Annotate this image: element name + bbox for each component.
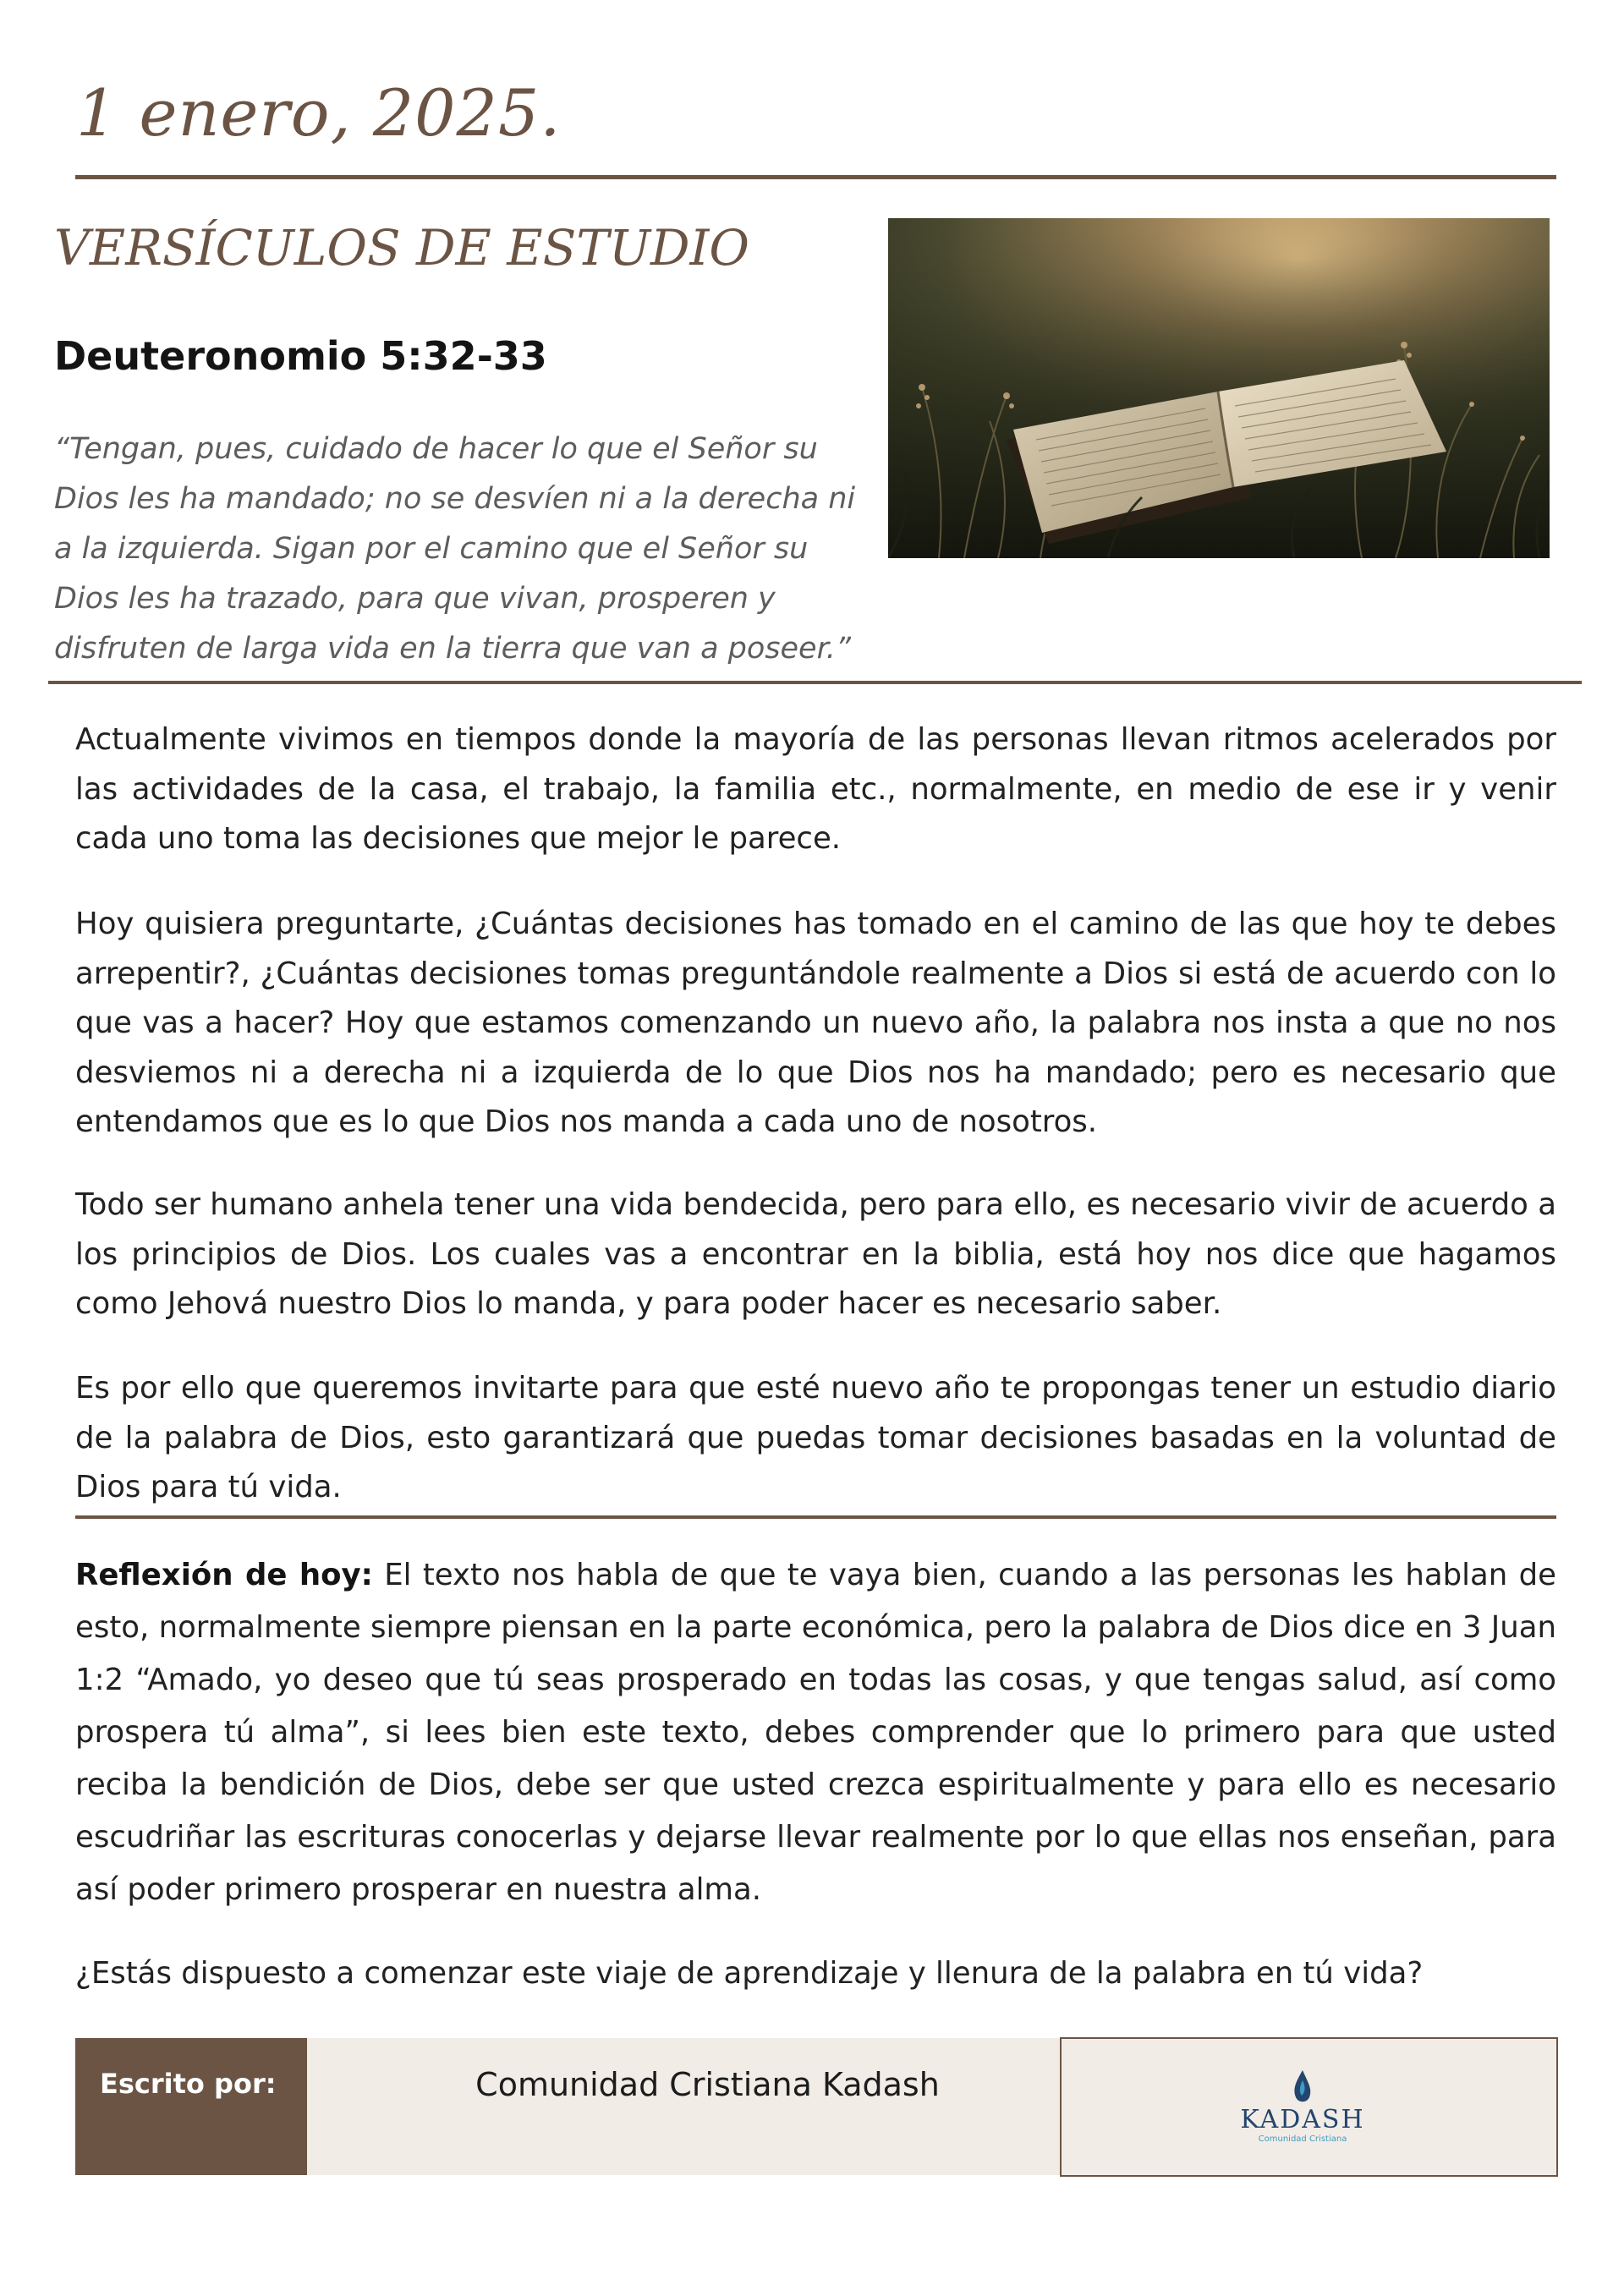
- section-title: VERSÍCULOS DE ESTUDIO: [54, 219, 749, 277]
- article-paragraph-3: Todo ser humano anhela tener una vida bendecida, pero para ello, es necesario vivir de acuerdo a los principios de Dios. Los cuales vas a encontrar en la biblia, está hoy nos dice que hagamos como Jehová nuestro Dios lo manda, y para poder hacer es necesario saber.: [75, 1187, 1556, 1321]
- verse-quote: “Tengan, pues, cuidado de hacer lo que el Señor su Dios les ha mandado; no se desvíen ni a la derecha ni a la izquierda. Sigan por el camino que el Señor su Dios les ha trazado, para que vivan, prosperen y disfruten de larga vida en la tierra que van a poseer.”: [54, 432, 856, 666]
- section-divider: [48, 681, 1582, 684]
- reflection-paragraph: [75, 1549, 1556, 1916]
- written-by-box: [75, 2038, 307, 2175]
- verse-reference: Deuteronomio 5:32-33: [54, 333, 547, 379]
- author-name: Comunidad Cristiana Kadash: [475, 2066, 940, 2103]
- bible-photo-illustration: [888, 218, 1550, 558]
- reflection-label: Reflexión de hoy:: [75, 1558, 373, 1592]
- reflection-divider: [75, 1515, 1556, 1519]
- page-date: 1 enero, 2025.: [76, 75, 562, 151]
- svg-text:Comunidad Cristiana: Comunidad Cristiana: [1258, 2134, 1347, 2144]
- written-by-label: Escrito por:: [100, 2068, 277, 2100]
- header-divider: [75, 175, 1556, 179]
- open-bible-in-grass-photo: [888, 218, 1550, 558]
- svg-text:KADASH: KADASH: [1240, 2105, 1365, 2134]
- reflection-text: El texto nos habla de que te vaya bien, cuando a las personas les hablan de esto, normalmente siempre piensan en la parte económica, pero la palabra de Dios dice en 3 Juan 1:2 “Amado, yo deseo que tú seas prosperado en todas las cosas, y que tengas salud, así como prospera tú alma”, si lees bien este texto, debes comprender que lo primero para que usted reciba la bendición de Dios, debe ser que usted crezca espiritualmente y para ello es necesario escudriñar las escrituras conocerlas y dejarse llevar realmente por lo que ellas nos enseñan, para así poder primero prosperar en nuestra alma.: [75, 1558, 1556, 1907]
- flame-drop-icon: [1294, 2070, 1310, 2101]
- author-box: [307, 2038, 1061, 2175]
- kadash-logo: [1218, 2063, 1387, 2156]
- article-paragraph-2: Hoy quisiera preguntarte, ¿Cuántas decisiones has tomado en el camino de las que hoy te debes arrepentir?, ¿Cuántas decisiones tomas preguntándole realmente a Dios si está de acuerdo con lo que vas a hacer? Hoy que estamos comenzando un nuevo año, la palabra nos insta a que no nos desviemos ni a derecha ni a izquierda de lo que Dios nos ha mandado; pero es necesario que entendamos que es lo que Dios nos manda a cada uno de nosotros.: [75, 907, 1556, 1139]
- article-paragraph-4: Es por ello que queremos invitarte para que esté nuevo año te propongas tener un estudio diario de la palabra de Dios, esto garantizará que puedas tomar decisiones basadas en la voluntad de Dios para tú vida.: [75, 1371, 1556, 1504]
- closing-question: ¿Estás dispuesto a comenzar este viaje de aprendizaje y llenura de la palabra en tú vida?: [75, 1956, 1424, 1991]
- article-paragraph-1: Actualmente vivimos en tiempos donde la mayoría de las personas llevan ritmos acelerados por las actividades de la casa, el trabajo, la familia etc., normalmente, en medio de ese ir y venir cada uno toma las decisiones que mejor le parece.: [75, 722, 1556, 856]
